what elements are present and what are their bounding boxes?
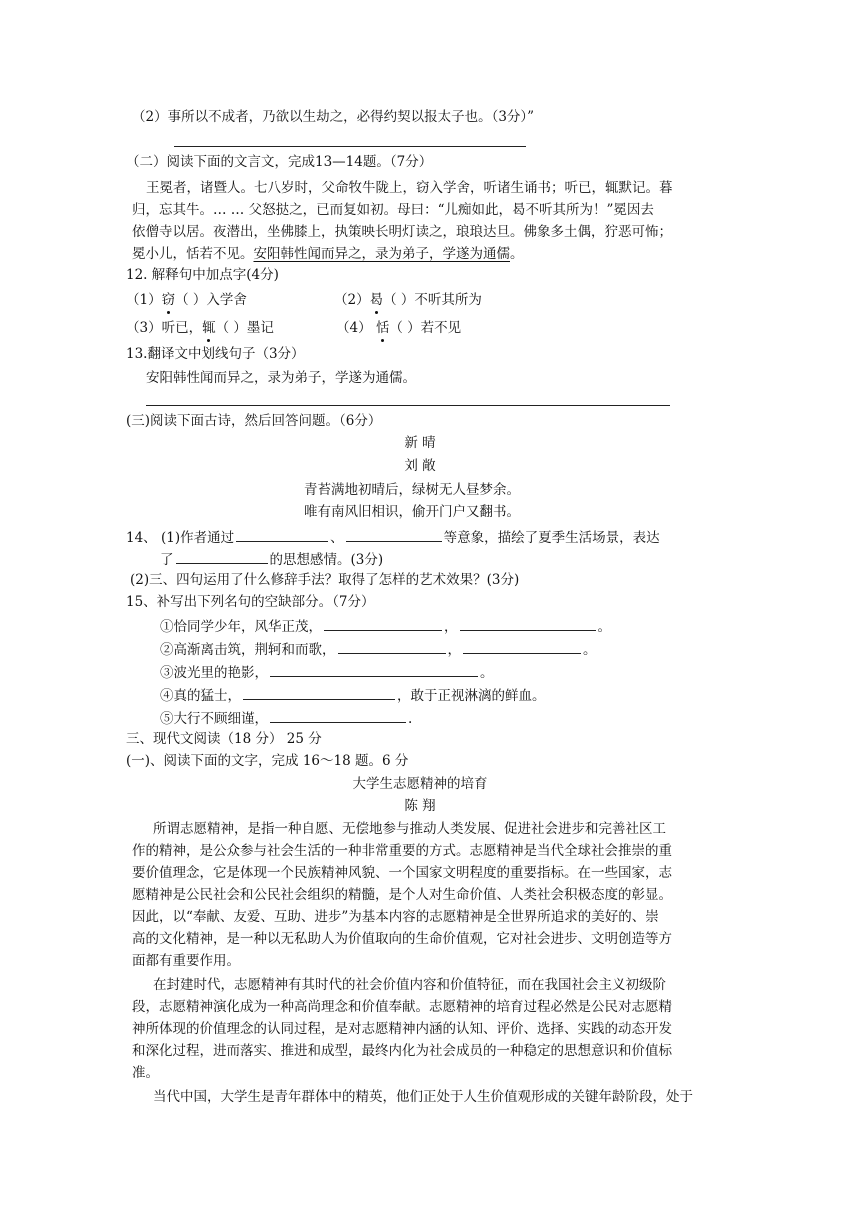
article-line: 要价值理念，它是体现一个民族精神风貌、一个国家文明程度的重要指标。在一些国家，志 — [132, 865, 672, 881]
item-text: ， — [444, 619, 458, 635]
blank — [176, 549, 268, 564]
article-line: 愿精神是公民社会和公民社会组织的精髓，是个人对生命价值、人类社会积极态度的彰显。 — [132, 887, 672, 903]
dotted-char: 窃 — [161, 292, 176, 308]
question-prev-2: （2）事所以不成者，乃欲以生劫之，必得约契以报太子也。（3分）” — [132, 109, 535, 125]
dotted-char: 恬 — [375, 320, 390, 336]
item-number: （3）听已， — [126, 320, 203, 336]
blank — [243, 685, 395, 700]
article-line: 在封建时代，志愿精神有其时代的社会价值内容和价值特征，而在我国社会主义初级阶 — [153, 977, 666, 993]
poem-author: 刘 敞 — [404, 458, 436, 474]
section-2-title: （二）阅读下面的文言文，完成13—14题。（7分） — [126, 154, 433, 170]
question-14-line — [160, 549, 383, 569]
underlined-sentence: 安阳韩性闻而异之，录为弟子，学遂为通儒 — [253, 246, 510, 262]
passage-line — [132, 245, 524, 263]
passage-line: 王冕者，诸暨人。七八岁时，父命牧牛陇上，窃入学舍，听诸生诵书；听已，辄默记。暮 — [146, 180, 673, 196]
question-13-sentence: 安阳韩性闻而异之，录为弟子，学遂为通儒。 — [146, 370, 416, 386]
question-14-part-2: (2)三、四句运用了什么修辞手法？取得了怎样的艺术效果？(3分) — [130, 572, 520, 588]
question-14-line — [126, 527, 660, 547]
blank — [324, 616, 442, 631]
item-text: 。 — [480, 665, 494, 681]
article-line: 准。 — [132, 1065, 159, 1081]
item-text: （ ）墨记 — [215, 320, 274, 336]
passage-text: 。 — [510, 246, 524, 262]
poem-line: 青苔满地初晴后，绿树无人昼梦余。 — [304, 482, 520, 498]
article-line: 所谓志愿精神，是指一种自愿、无偿地参与推动人类发展、促进社会进步和完善社区工 — [153, 821, 666, 837]
blank — [338, 639, 446, 654]
item-number: （2） — [334, 292, 370, 308]
question-15-item — [160, 639, 597, 659]
blank — [346, 527, 442, 542]
question-15-item — [160, 616, 611, 636]
question-13-title: 13.翻译文中划线句子（3分） — [126, 346, 305, 362]
item-text: 。 — [583, 642, 597, 658]
dotted-char: 辄 — [202, 320, 216, 336]
answer-line — [146, 405, 670, 406]
question-12-item — [126, 319, 274, 337]
section-3-title: (三)阅读下面古诗，然后回答问题。（6分） — [126, 413, 382, 429]
item-text: ， — [447, 642, 461, 658]
passage-line: 依僧寺以居。夜潜出，坐佛膝上，执策映长明灯读之，琅琅达旦。佛象多土偶，狞恶可怖； — [132, 224, 672, 240]
article-line: 面都有重要作用。 — [132, 953, 240, 969]
item-number: （1） — [126, 292, 162, 308]
part-3-title: 三、现代文阅读（18 分） 25 分 — [126, 731, 322, 747]
article-author: 陈 翔 — [404, 798, 436, 814]
item-text: ②高渐离击筑，荆轲和而歌， — [160, 642, 336, 658]
blank — [463, 639, 581, 654]
passage-text: 冕小儿，恬若不见。 — [132, 246, 254, 262]
answer-line — [174, 146, 526, 147]
question-text: 、 — [330, 530, 344, 546]
article-line: 高的文化精神，是一种以无私助人为价值取向的生命价值观，它对社会进步、文明创造等方 — [132, 931, 672, 947]
blank — [236, 527, 328, 542]
question-text: 的思想感情。(3分) — [269, 552, 384, 568]
article-title: 大学生志愿精神的培育 — [352, 776, 488, 792]
article-line: 神所体现的价值理念的认同过程，是对志愿精神内涵的认知、评价、选择、实践的动态开发 — [132, 1021, 672, 1037]
dotted-char: 曷 — [369, 292, 384, 308]
item-text: . — [408, 711, 413, 727]
question-text: 14、 (1)作者通过 — [126, 530, 235, 546]
question-15-title: 15、补写出下列名句的空缺部分。（7分） — [126, 594, 375, 610]
blank — [270, 662, 478, 677]
question-12-item — [126, 291, 247, 309]
item-text: ④真的猛士， — [160, 688, 241, 704]
item-text: ③波光里的艳影， — [160, 665, 268, 681]
blank — [460, 616, 596, 631]
poem-line: 唯有南风旧相识，偷开门户又翻书。 — [304, 504, 520, 520]
article-line: 段，志愿精神演化成为一种高尚理念和价值奉献。志愿精神的培育过程必然是公民对志愿精 — [132, 999, 672, 1015]
poem-title: 新 晴 — [404, 435, 436, 451]
article-line: 作的精神，是公众参与社会生活的一种非常重要的方式。志愿精神是当代全球社会推崇的重 — [132, 843, 672, 859]
subsection-1-title: (一)、阅读下面的文字，完成 16～18 题。6 分 — [126, 753, 409, 769]
question-15-item — [160, 708, 412, 728]
question-12-item — [334, 291, 482, 309]
article-line: 和深化过程，进而落实、推进和成型，最终内化为社会成员的一种稳定的思想意识和价值标 — [132, 1043, 672, 1059]
passage-line: 归，忘其牛。… … 父怒挞之，已而复如初。母曰：“儿痴如此，曷不听其所为！”冕因去 — [132, 202, 654, 218]
question-15-item — [160, 662, 494, 682]
item-text: （ ）若不见 — [389, 320, 462, 336]
item-text: ①恰同学少年，风华正茂， — [160, 619, 322, 635]
question-12-title: 12. 解释句中加点字(4分) — [126, 267, 279, 283]
question-15-item — [160, 685, 546, 705]
item-text: ⑤大行不顾细谨， — [160, 711, 268, 727]
article-line: 当代中国，大学生是青年群体中的精英，他们正处于人生价值观形成的关键年龄阶段，处于 — [153, 1089, 693, 1105]
question-text: 等意象，描绘了夏季生活场景，表达 — [443, 530, 660, 546]
article-line: 因此，以“奉献、友爱、互助、进步”为基本内容的志愿精神是全世界所追求的美好的、崇 — [132, 909, 659, 925]
item-text: （ ）不听其所为 — [383, 292, 482, 308]
item-number: （4） — [336, 320, 376, 336]
item-text: 。 — [597, 619, 611, 635]
question-12-item — [336, 319, 461, 337]
question-text: 了 — [160, 552, 174, 568]
item-text: ，敢于正视淋漓的鲜血。 — [397, 688, 546, 704]
item-text: （ ）入学舍 — [175, 292, 247, 308]
blank — [270, 708, 406, 723]
